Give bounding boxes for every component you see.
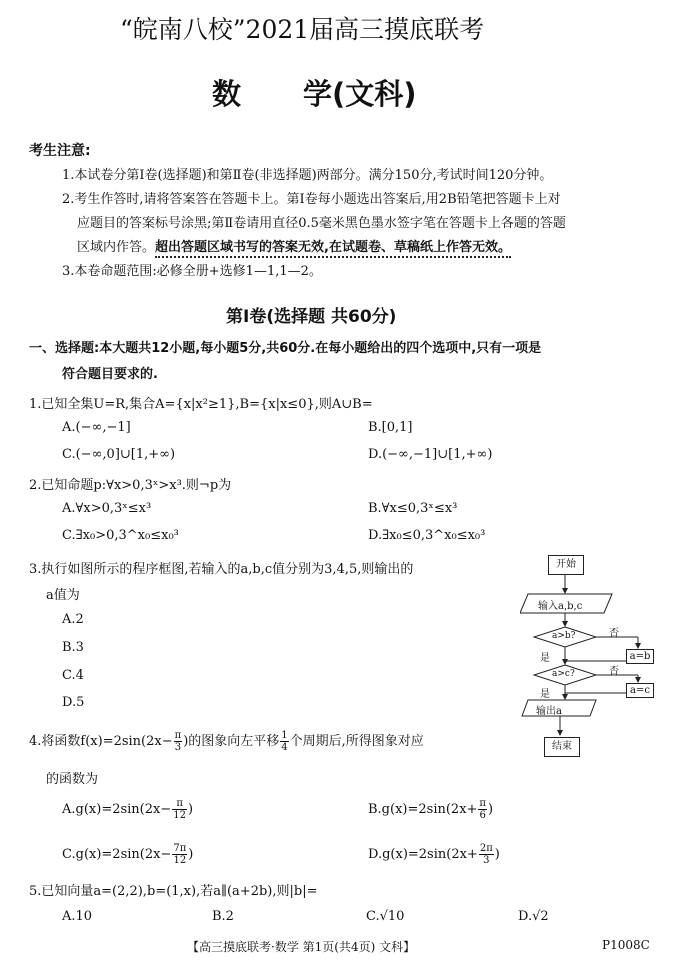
q4-option-c <box>62 843 193 866</box>
flow-assign2: a=c <box>626 683 654 698</box>
flow-input: 输入a,b,c <box>538 601 583 612</box>
q4-b-post: ) <box>488 802 494 817</box>
flow-cond1: a>b? <box>552 631 576 641</box>
q4-d-num: 2π <box>479 843 493 854</box>
notice-warning: 超出答题区域书写的答案无效,在试题卷、草稿纸上作答无效。 <box>155 240 511 258</box>
q4-c-num: 7π <box>173 843 187 854</box>
q4-a-pre: A.g(x)=2sin(2x− <box>62 802 172 817</box>
q4-d-den: 3 <box>483 855 490 866</box>
q4-c-frac <box>172 843 187 866</box>
q4-frac2-den: 4 <box>281 742 288 753</box>
q5-option-a: A.10 <box>62 909 93 924</box>
q4-stem-a: 4.将函数f(x)=2sin(2x− <box>29 734 173 749</box>
q4-b-den: 6 <box>479 810 486 821</box>
section-title: 第Ⅰ卷(选择题 共60分) <box>226 307 397 327</box>
q4-d-frac <box>479 843 494 866</box>
q3-stem: 3.执行如图所示的程序框图,若输入的a,b,c值分别为3,4,5,则输出的 <box>29 562 414 577</box>
q4-d-pre: D.g(x)=2sin(2x+ <box>368 847 478 862</box>
q3-option-d: D.5 <box>62 695 85 710</box>
notice-item-2-cont: 应题目的答案标号涂黑;第Ⅱ卷请用直径0.5毫米黑色墨水签字笔在答题卡上各题的答题 <box>77 216 566 231</box>
q4-stem-b: )的图象向左平移 <box>183 734 280 749</box>
q4-frac1-num: π <box>174 730 182 741</box>
notice-item-1: 1.本试卷分第Ⅰ卷(选择题)和第Ⅱ卷(非选择题)两部分。满分150分,考试时间120分钟。 <box>62 168 553 183</box>
page-footer: 【高三摸底联考·数学 第1页(共4页) 文科】 <box>187 940 416 954</box>
q3-stem-cont: a值为 <box>46 588 80 603</box>
paper-code: P1008C <box>602 938 650 952</box>
notice-item-2-end <box>77 236 511 255</box>
q2-option-c: C.∃x₀>0,3^x₀≤x₀³ <box>62 528 179 543</box>
q2-stem: 2.已知命题p:∀x>0,3ˣ>x³.则¬p为 <box>29 478 232 493</box>
q5-option-b: B.2 <box>212 909 234 924</box>
q3-option-b: B.3 <box>62 640 84 655</box>
notice-area-text: 区域内作答。 <box>77 240 156 255</box>
q4-b-num: π <box>479 798 486 809</box>
q4-c-pre: C.g(x)=2sin(2x− <box>62 847 172 862</box>
program-flowchart <box>520 553 660 763</box>
q4-option-b <box>368 798 493 821</box>
q4-frac1-den: 3 <box>174 742 182 753</box>
q4-one-quarter <box>280 730 288 753</box>
q4-c-den: 12 <box>173 855 187 866</box>
flow-output: 输出a <box>536 706 562 717</box>
section-instructions: 一、选择题:本大题共12小题,每小题5分,共60分.在每小题给出的四个选项中,只有一项是 <box>29 341 542 356</box>
flow-assign1: a=b <box>626 649 654 664</box>
q3-option-a: A.2 <box>62 612 84 627</box>
q4-a-den: 12 <box>173 810 186 821</box>
q4-b-pre: B.g(x)=2sin(2x+ <box>368 802 478 817</box>
q4-option-d <box>368 843 500 866</box>
q4-c-post: ) <box>188 847 194 862</box>
q4-stem <box>29 730 424 753</box>
flow-yes1: 是 <box>540 653 550 664</box>
q4-option-a <box>62 798 193 821</box>
q5-option-d: D.√2 <box>518 909 549 924</box>
q2-option-b: B.∀x≤0,3ˣ≤x³ <box>368 501 458 516</box>
q4-a-num: π <box>172 798 187 810</box>
flow-no1: 否 <box>609 628 619 639</box>
q4-a-frac <box>172 798 187 821</box>
flow-yes2: 是 <box>540 689 550 700</box>
subject-rest: 学(文科) <box>303 77 417 111</box>
q4-stem-cont: 的函数为 <box>46 772 99 787</box>
q1-option-d: D.(−∞,−1]∪[1,+∞) <box>368 447 493 462</box>
q1-stem: 1.已知全集U=R,集合A={x|x²≥1},B={x|x≤0},则A∪B= <box>29 397 373 412</box>
exam-title: “皖南八校”2021届高三摸底联考 <box>120 15 485 44</box>
q2-option-a: A.∀x>0,3ˣ≤x³ <box>62 501 152 516</box>
q4-stem-c: 个周期后,所得图象对应 <box>289 734 424 749</box>
flow-end: 结束 <box>544 737 580 757</box>
subject-char: 数 <box>212 77 242 111</box>
q3-option-c: C.4 <box>62 668 84 683</box>
section-instructions-cont: 符合题目要求的. <box>62 367 158 382</box>
flow-cond2: a>c? <box>552 669 575 679</box>
q1-option-c: C.(−∞,0]∪[1,+∞) <box>62 447 176 462</box>
subject-title <box>212 72 417 113</box>
q4-frac2-num: 1 <box>281 730 288 741</box>
q1-option-a: A.(−∞,−1] <box>62 420 131 435</box>
flow-start: 开始 <box>548 555 584 575</box>
q5-stem: 5.已知向量a=(2,2),b=(1,x),若a∥(a+2b),则|b|= <box>29 884 318 899</box>
flow-no2: 否 <box>609 666 619 677</box>
q4-a-post: ) <box>187 802 194 817</box>
q2-option-d: D.∃x₀≤0,3^x₀≤x₀³ <box>368 528 486 543</box>
notice-item-2: 2.考生作答时,请将答案答在答题卡上。第Ⅰ卷每小题选出答案后,用2B铅笔把答题卡上对 <box>62 192 561 207</box>
q4-pi-over-3 <box>174 730 183 753</box>
q1-option-b: B.[0,1] <box>368 420 413 435</box>
notice-heading: 考生注意: <box>29 143 91 159</box>
q5-option-c: C.√10 <box>366 909 405 924</box>
q4-b-frac <box>478 798 487 821</box>
q4-d-post: ) <box>494 847 500 862</box>
notice-item-3: 3.本卷命题范围:必修全册+选修1—1,1—2。 <box>62 264 322 279</box>
